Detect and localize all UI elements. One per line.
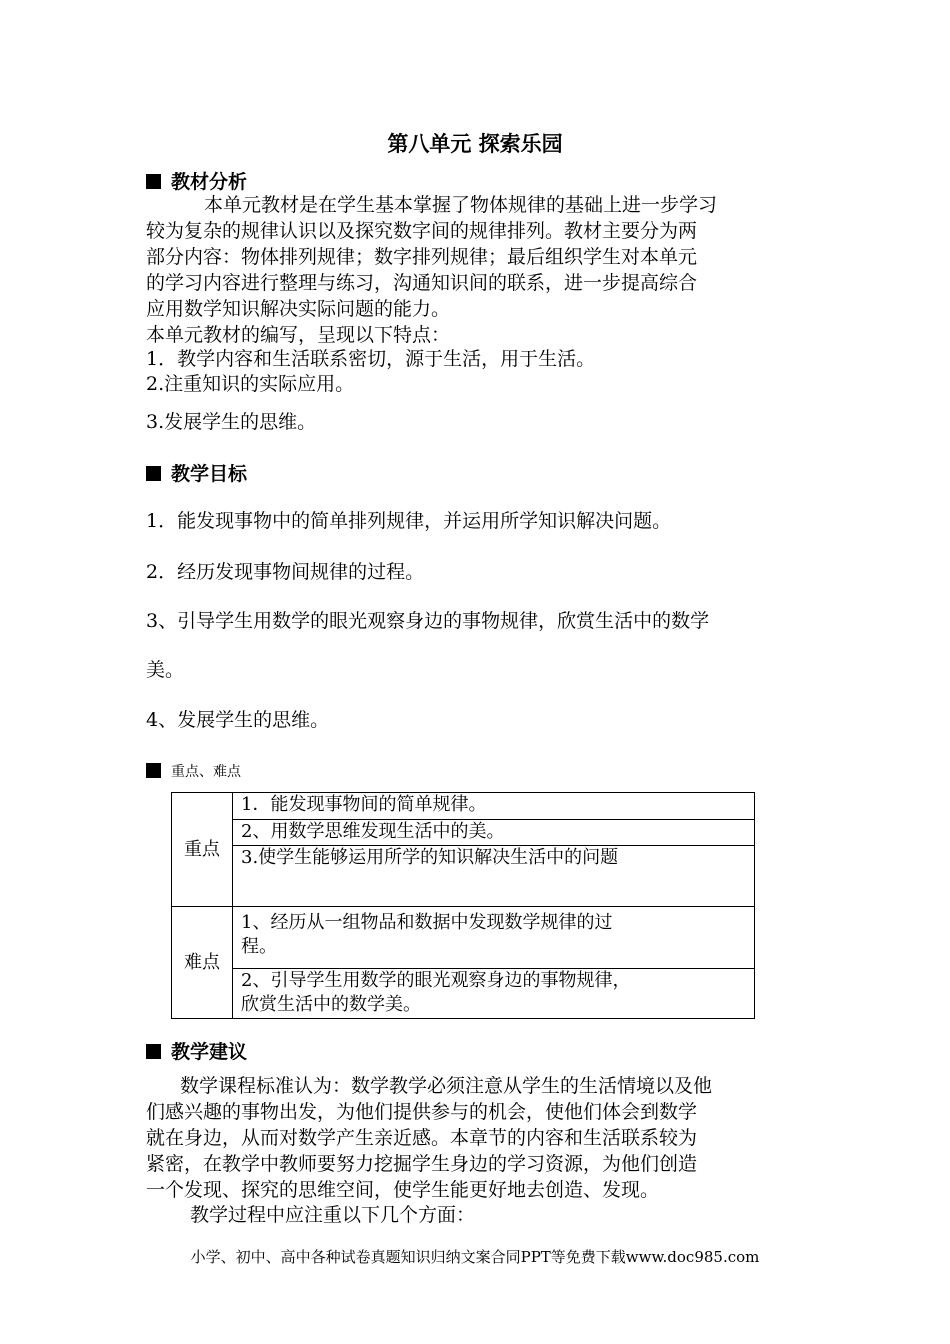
goal-item: 3、引导学生用数学的眼光观察身边的事物规律，欣赏生活中的数学 xyxy=(146,610,710,632)
goal-item: 4、发展学生的思维。 xyxy=(146,709,330,731)
key-item: 2、用数学思维发现生活中的美。 xyxy=(233,820,755,846)
paragraph-line: 就在身边，从而对数学产生亲近感。本章节的内容和生活联系较为 xyxy=(146,1127,698,1149)
paragraph-line: 们感兴趣的事物出发，为他们提供参与的机会，使他们体会到数学 xyxy=(146,1101,698,1123)
difficult-item-line: 程。 xyxy=(241,936,277,957)
paragraph-line: 应用数学知识解决实际问题的能力。 xyxy=(146,298,451,320)
goal-item: 2．经历发现事物间规律的过程。 xyxy=(146,561,425,583)
heading-text: 教材分析 xyxy=(171,171,248,193)
goal-item: 1．能发现事物中的简单排列规律，并运用所学知识解决问题。 xyxy=(146,510,672,532)
section-heading-goals xyxy=(146,459,247,486)
difficult-label: 难点 xyxy=(172,907,233,1019)
difficult-item xyxy=(233,969,755,1019)
paragraph-line: 本单元教材是在学生基本掌握了物体规律的基础上进一步学习 xyxy=(204,194,718,216)
list-item: 3.发展学生的思维。 xyxy=(146,411,317,433)
difficult-item xyxy=(233,907,755,969)
heading-text: 教学建议 xyxy=(171,1041,248,1063)
square-bullet-icon xyxy=(146,174,161,189)
goal-item: 美。 xyxy=(146,659,185,681)
key-item: 1．能发现事物间的简单规律。 xyxy=(233,793,755,820)
section-heading-suggestions xyxy=(146,1037,247,1064)
paragraph-line: 一个发现、探究的思维空间，使学生能更好地去创造、发现。 xyxy=(146,1179,660,1201)
heading-text: 教学目标 xyxy=(171,463,248,485)
heading-text: 重点、难点 xyxy=(171,764,241,780)
list-item: 2.注重知识的实际应用。 xyxy=(146,373,355,395)
key-item: 3.使学生能够运用所学的知识解决生活中的问题 xyxy=(233,846,755,907)
key-points-table xyxy=(171,792,755,1019)
square-bullet-icon xyxy=(146,763,161,778)
page-title: 第八单元 探索乐园 xyxy=(387,132,563,156)
list-item: 1．教学内容和生活联系密切，源于生活，用于生活。 xyxy=(146,348,596,370)
footer-text: 小学、初中、高中各种试卷真题知识归纳文案合同PPT等免费下载www.doc985.com xyxy=(190,1248,760,1266)
paragraph-line: 教学过程中应注重以下几个方面： xyxy=(190,1204,476,1226)
paragraph-line: 本单元教材的编写，呈现以下特点： xyxy=(146,324,451,346)
key-label: 重点 xyxy=(172,793,233,907)
paragraph-line: 数学课程标准认为：数学教学必须注意从学生的生活情境以及他 xyxy=(180,1075,713,1097)
paragraph-line: 紧密，在教学中教师要努力挖掘学生身边的学习资源，为他们创造 xyxy=(146,1153,698,1175)
section-heading-analysis xyxy=(146,167,247,194)
difficult-item-line: 2、引导学生用数学的眼光观察身边的事物规律， xyxy=(241,970,631,991)
section-heading-key-points xyxy=(146,761,241,781)
paragraph-line: 较为复杂的规律认识以及探究数字间的规律排列。教材主要分为两 xyxy=(146,220,698,242)
paragraph-line: 的学习内容进行整理与练习，沟通知识间的联系，进一步提高综合 xyxy=(146,272,698,294)
difficult-item-line: 欣赏生活中的数学美。 xyxy=(241,994,421,1015)
square-bullet-icon xyxy=(146,466,161,481)
square-bullet-icon xyxy=(146,1044,161,1059)
paragraph-line: 部分内容：物体排列规律；数字排列规律；最后组织学生对本单元 xyxy=(146,246,698,268)
difficult-item-line: 1、经历从一组物品和数据中发现数学规律的过 xyxy=(241,912,613,933)
